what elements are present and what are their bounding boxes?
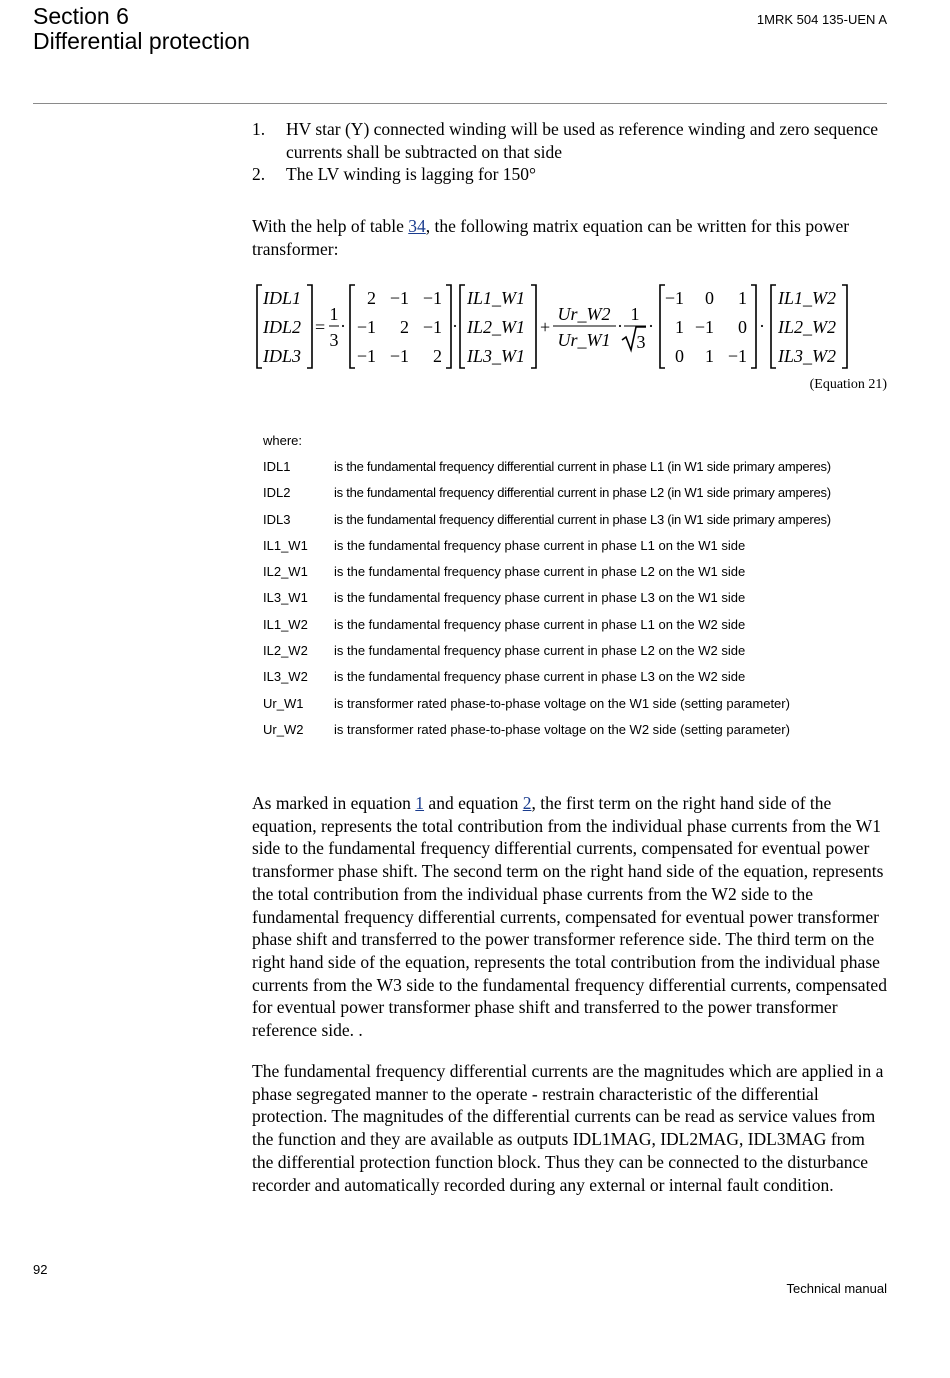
bracket-left	[350, 285, 355, 368]
definition-row	[263, 457, 883, 483]
bracket-right	[307, 285, 312, 368]
equation-link[interactable]: 1	[415, 793, 425, 813]
where-label: where:	[263, 433, 303, 448]
lhs-entry: IDL3	[263, 346, 302, 366]
lhs-entry: IDL1	[263, 288, 302, 308]
multiply-dot: ·	[759, 316, 765, 336]
list-text: HV star (Y) connected winding will be used as reference winding and zero sequence currents shall be subtracted on that side	[286, 119, 879, 162]
matrix-entry: 1	[675, 317, 684, 337]
where-definitions	[263, 431, 883, 746]
definition-symbol: IDL2	[263, 485, 291, 501]
paragraph-text: and equation	[424, 793, 523, 813]
definition-text: is the fundamental frequency phase current in phase L3 on the W2 side	[334, 669, 746, 685]
header-divider	[33, 103, 887, 104]
vector-entry: IL3_W1	[467, 346, 525, 366]
table-link[interactable]: 34	[408, 216, 426, 236]
matrix-entry: 2	[367, 288, 376, 308]
equation-link[interactable]: 2	[522, 793, 532, 813]
fraction-numerator: 1	[630, 304, 640, 324]
matrix-entry: 0	[705, 288, 714, 308]
list-item	[252, 163, 887, 186]
matrix-entry: −1	[422, 317, 442, 337]
matrix-entry: 2	[400, 317, 409, 337]
matrix-entry: 1	[738, 288, 747, 308]
definition-symbol: IDL1	[263, 459, 291, 474]
list-number: 1.	[252, 119, 266, 139]
definition-row	[263, 720, 883, 746]
definition-row	[263, 562, 883, 588]
matrix-entry: −1	[389, 346, 409, 366]
ratio-numerator: Ur_W2	[557, 304, 611, 324]
vector-entry: IL1_W1	[467, 288, 525, 308]
vector-entry: IL1_W2	[778, 288, 836, 308]
list-item	[252, 118, 887, 163]
body-paragraph: The fundamental frequency differential currents are the magnitudes which are applied in a phase segregated manner to the operate - restrain characteristic of the differential protection. The magnitudes of the differential currents can be read as service values from the function and they are available as outputs IDL1MAG, IDL2MAG, IDL3MAG from the differential protection function block. Thus they can be connected to the disturbance recorder and automatically recorded during any external or internal fault condition.	[252, 1061, 884, 1195]
matrix-entry: −1	[694, 317, 714, 337]
intro-paragraph	[252, 215, 888, 260]
section-number: Section 6	[33, 3, 129, 29]
matrix-entry: 1	[705, 346, 714, 366]
multiply-dot: ·	[617, 316, 623, 336]
definition-row	[263, 667, 883, 693]
bracket-left	[771, 285, 776, 368]
matrix-entry: −1	[727, 346, 747, 366]
multiply-dot: ·	[648, 316, 654, 336]
page-number: 92	[33, 1262, 48, 1277]
definition-row	[263, 483, 883, 509]
definition-text: is the fundamental frequency phase current in phase L2 on the W2 side	[334, 643, 746, 659]
matrix-entry: −1	[422, 288, 442, 308]
definition-symbol: Ur_W1	[263, 695, 304, 711]
definition-text: is the fundamental frequency differential current in phase L2 (in W1 side primary amperes)	[334, 485, 831, 501]
paragraph-text: As marked in equation	[252, 793, 416, 813]
definition-symbol: IL1_W1	[263, 537, 308, 553]
definition-symbol: IL2_W2	[263, 643, 308, 659]
definition-text: is the fundamental frequency phase current in phase L2 on the W1 side	[334, 564, 746, 580]
definition-symbol: IL2_W1	[263, 564, 308, 580]
ratio-denominator: Ur_W1	[557, 330, 611, 350]
definition-symbol: IDL3	[263, 511, 291, 527]
definition-text: is the fundamental frequency phase current in phase L1 on the W2 side	[334, 616, 746, 632]
matrix-entry: 0	[675, 346, 684, 366]
definition-symbol: Ur_W2	[263, 721, 304, 737]
document-code: 1MRK 504 135-UEN A	[756, 12, 887, 27]
definition-row	[263, 694, 883, 720]
numbered-list	[252, 118, 887, 186]
bracket-left	[460, 285, 465, 368]
bracket-right	[751, 285, 756, 368]
matrix-entry: −1	[356, 346, 376, 366]
section-heading	[33, 4, 250, 54]
definition-text: is transformer rated phase-to-phase voltage on the W1 side (setting parameter)	[334, 695, 790, 711]
bracket-right	[446, 285, 451, 368]
definition-text: is the fundamental frequency differential current in phase L1 (in W1 side primary amperes)	[334, 459, 831, 474]
lhs-entry: IDL2	[263, 317, 302, 337]
intro-text-before: With the help of table	[252, 216, 409, 236]
definition-row	[263, 588, 883, 614]
bracket-right	[531, 285, 536, 368]
definition-symbol: IL1_W2	[263, 616, 308, 632]
definition-symbol: IL3_W1	[263, 590, 308, 606]
list-text: The LV winding is lagging for 150°	[286, 164, 537, 185]
multiply-dot: ·	[340, 316, 346, 336]
definition-text: is the fundamental frequency differential current in phase L3 (in W1 side primary amperes)	[334, 511, 831, 527]
definition-text: is the fundamental frequency phase current in phase L1 on the W1 side	[334, 537, 746, 553]
definition-row	[263, 510, 883, 536]
definition-text: is the fundamental frequency phase current in phase L3 on the W1 side	[334, 590, 746, 606]
definition-text: is transformer rated phase-to-phase voltage on the W2 side (setting parameter)	[334, 721, 790, 737]
footer-manual-type: Technical manual	[786, 1281, 887, 1296]
matrix-entry: −1	[356, 317, 376, 337]
matrix-equation	[252, 280, 888, 376]
bracket-right	[842, 285, 847, 368]
intro-text-after: , the following matrix equation can be written for this power transformer:	[252, 216, 850, 259]
matrix-entry: −1	[389, 288, 409, 308]
definition-row	[263, 641, 883, 667]
body-paragraph	[252, 792, 888, 1042]
vector-entry: IL3_W2	[778, 346, 836, 366]
definition-row	[263, 615, 883, 641]
equation-label: (Equation 21)	[809, 377, 887, 392]
vector-entry: IL2_W1	[467, 317, 525, 337]
fraction-denominator: 3	[329, 330, 339, 350]
definition-symbol: IL3_W2	[263, 669, 308, 685]
plus-sign: +	[540, 317, 551, 337]
matrix-entry: 0	[738, 317, 747, 337]
equals-sign: =	[315, 317, 326, 337]
multiply-dot: ·	[452, 316, 458, 336]
vector-entry: IL2_W2	[778, 317, 836, 337]
fraction-numerator: 1	[329, 304, 339, 324]
matrix-entry: 2	[433, 346, 442, 366]
paragraph-text: , the first term on the right hand side of the equation, represents the total contribution from the individual phase currents from the W1 side to the fundamental frequency differential currents, compensated for eventual power transformer phase shift. The second term on the right hand side of the equation, represents the total contribution from the individual phase currents from the W2 side to the fundamental frequency differential currents, compensated for eventual power transformer phase shift and transferred to the power transformer reference side. The third term on the right hand side of the equation, represents the total contribution from the individual phase currents from the W3 side to the fundamental frequency differential currents, compensated for eventual power transformer phase shift and transferred to the power transformer reference side. .	[252, 793, 887, 1041]
bracket-left	[257, 285, 262, 368]
list-number: 2.	[252, 164, 266, 185]
matrix-entry: −1	[664, 288, 684, 308]
sqrt-radicand: 3	[636, 332, 646, 352]
section-title: Differential protection	[33, 28, 250, 54]
definition-row	[263, 536, 883, 562]
